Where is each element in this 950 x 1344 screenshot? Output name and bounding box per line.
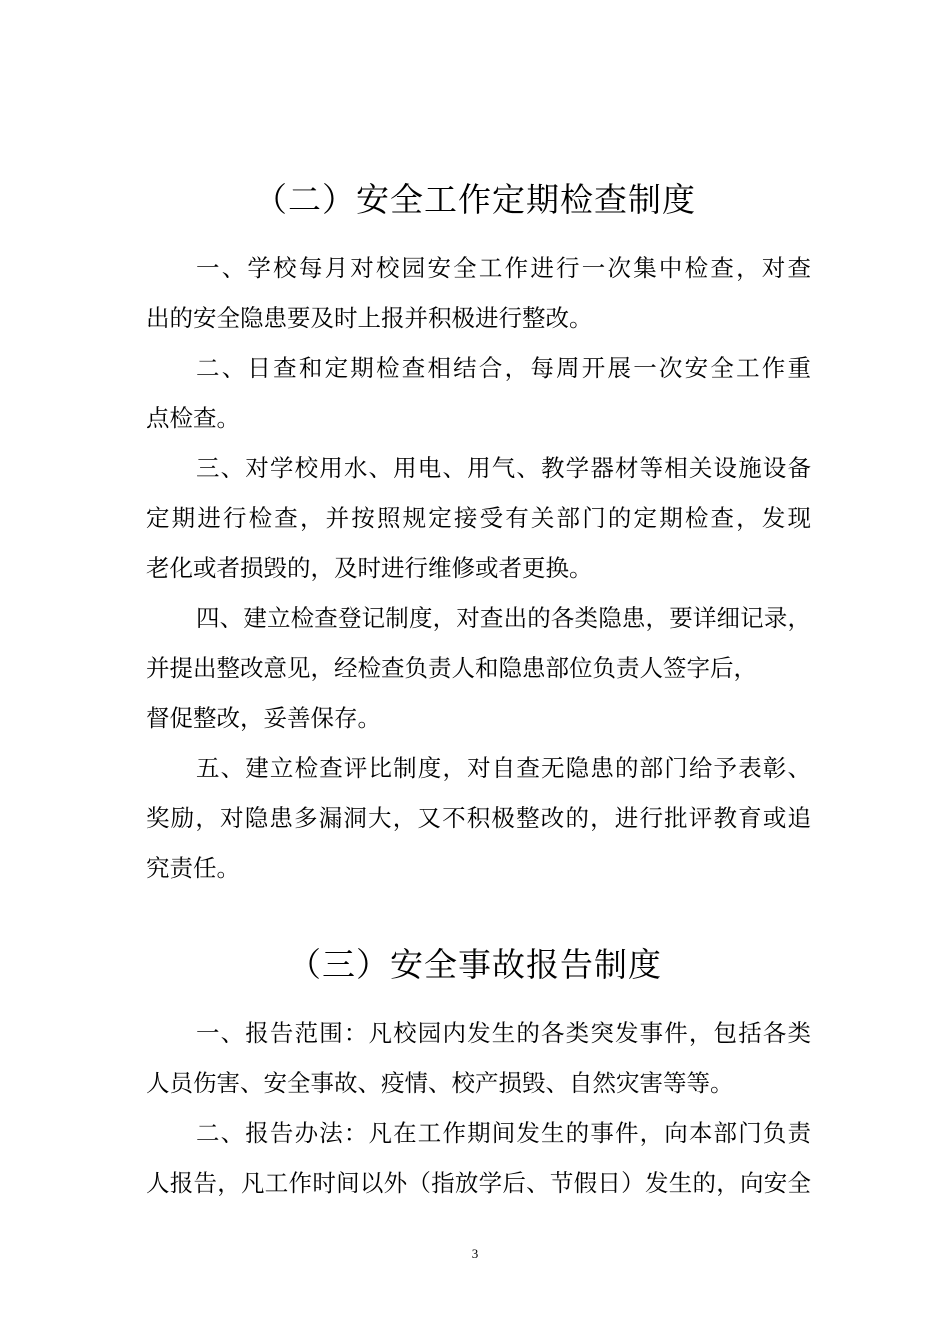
section-title-regular-inspection: （二）安全工作定期检查制度 [254, 180, 696, 219]
paragraph-line: 五、建立检查评比制度，对自查无隐患的部门给予表彰、 [196, 754, 811, 782]
paragraph-line: 并提出整改意见，经检查负责人和隐患部位负责人签字后， [146, 654, 757, 682]
paragraph-line: 一、报告范围：凡校园内发生的各类突发事件，包括各类 [196, 1019, 811, 1047]
page-number: 3 [471, 1246, 479, 1261]
paragraph-line: 点检查。 [146, 404, 240, 432]
paragraph-line: 人员伤害、安全事故、疫情、校产损毁、自然灾害等等。 [146, 1069, 734, 1097]
paragraph-line: 人报告，凡工作时间以外（指放学后、节假日）发生的，向安全 [146, 1169, 811, 1197]
section-title-accident-report: （三）安全事故报告制度 [288, 945, 662, 984]
paragraph-line: 四、建立检查登记制度，对查出的各类隐患，要详细记录， [196, 604, 811, 632]
paragraph-line: 出的安全隐患要及时上报并积极进行整改。 [146, 304, 593, 332]
paragraph-line: 三、对学校用水、用电、用气、教学器材等相关设施设备 [196, 454, 811, 482]
paragraph-line: 一、学校每月对校园安全工作进行一次集中检查，对查 [196, 254, 811, 282]
paragraph-line: 究责任。 [146, 854, 240, 882]
paragraph-line: 二、报告办法：凡在工作期间发生的事件，向本部门负责 [196, 1119, 811, 1147]
paragraph-line: 定期进行检查，并按照规定接受有关部门的定期检查，发现 [146, 504, 811, 532]
paragraph-line: 奖励，对隐患多漏洞大，又不积极整改的，进行批评教育或追 [146, 804, 811, 832]
paragraph-line: 二、日查和定期检查相结合，每周开展一次安全工作重 [196, 354, 811, 382]
paragraph-line: 老化或者损毁的，及时进行维修或者更换。 [146, 554, 593, 582]
paragraph-line: 督促整改，妥善保存。 [146, 704, 381, 732]
